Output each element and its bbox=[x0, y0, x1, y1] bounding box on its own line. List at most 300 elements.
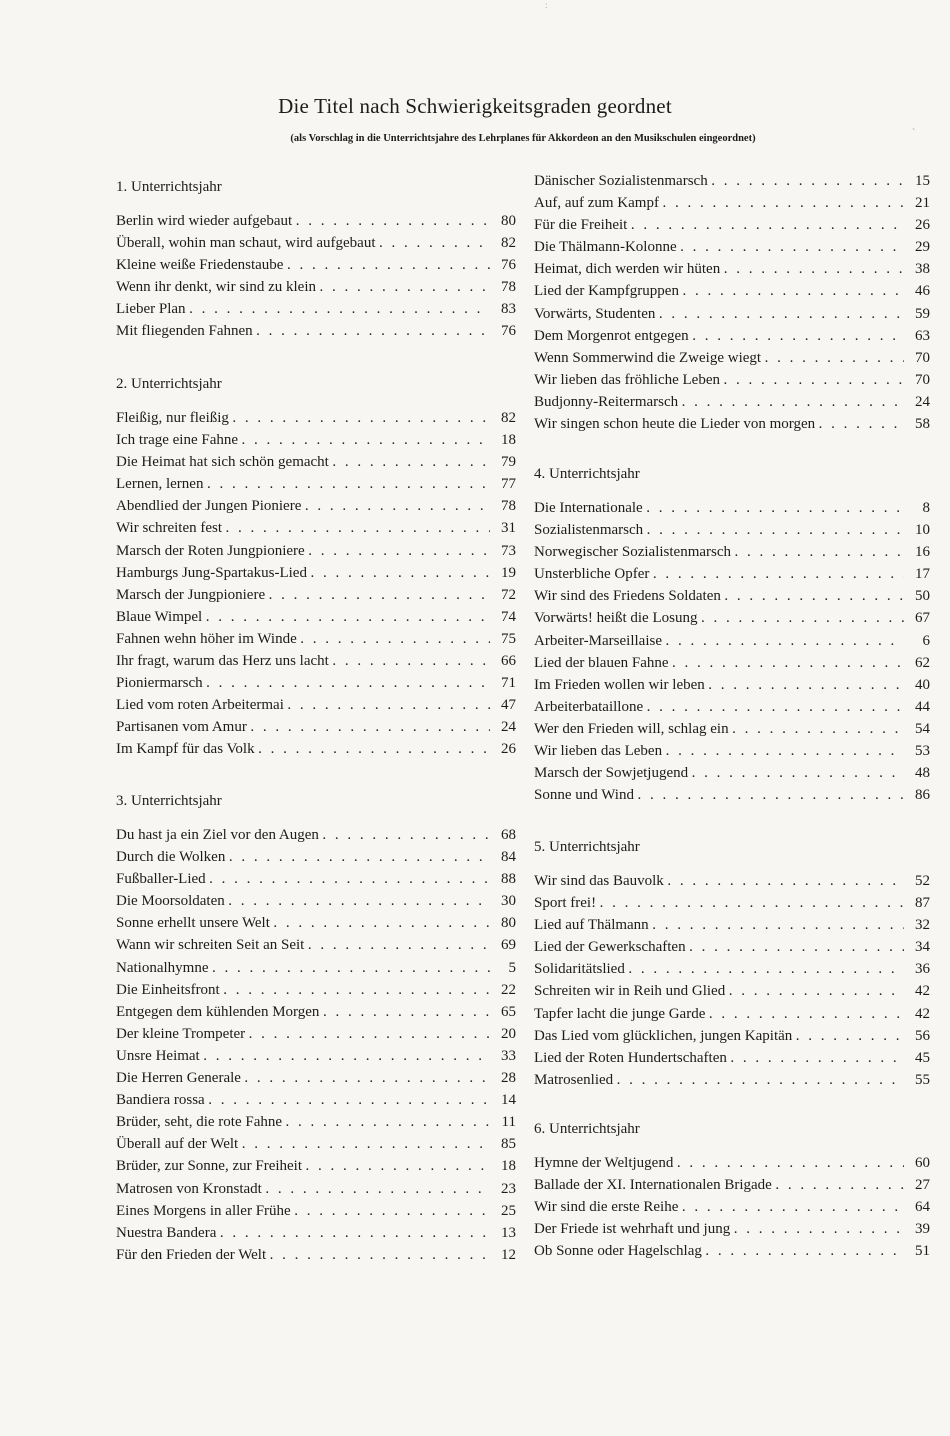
dot-leader bbox=[204, 1046, 490, 1068]
entry-page-number: 70 bbox=[915, 349, 930, 366]
entry-title: Heimat, dich werden wir hüten bbox=[534, 261, 721, 278]
toc-entry[interactable] bbox=[534, 784, 930, 806]
entry-page-number: 12 bbox=[501, 1246, 516, 1263]
entry-page-number: 59 bbox=[915, 305, 930, 322]
toc-entry[interactable] bbox=[116, 276, 516, 298]
dot-leader bbox=[288, 695, 490, 717]
dot-leader bbox=[380, 233, 490, 255]
toc-entry[interactable] bbox=[116, 1023, 516, 1045]
dot-leader bbox=[666, 741, 904, 763]
entry-title: Norwegischer Sozialistenmarsch bbox=[534, 544, 732, 561]
toc-entry[interactable] bbox=[116, 957, 516, 979]
entry-page-number: 34 bbox=[915, 939, 930, 956]
toc-entry[interactable] bbox=[116, 979, 516, 1001]
entry-title: Der kleine Trompeter bbox=[116, 1025, 246, 1042]
entry-page-number: 22 bbox=[501, 981, 516, 998]
toc-entry[interactable] bbox=[534, 630, 930, 652]
section-year-2 bbox=[116, 373, 516, 761]
entry-title: Auf, auf zum Kampf bbox=[534, 195, 659, 212]
entry-page-number: 62 bbox=[915, 654, 930, 671]
dot-leader bbox=[819, 414, 904, 436]
entry-title: Arbeiter-Marseillaise bbox=[534, 632, 662, 649]
entry-page-number: 60 bbox=[915, 1155, 930, 1171]
toc-entry[interactable] bbox=[116, 890, 516, 912]
dot-leader bbox=[249, 1024, 490, 1046]
toc-entry[interactable] bbox=[116, 495, 516, 517]
entry-title: Bandiera rossa bbox=[116, 1092, 205, 1109]
dot-leader bbox=[296, 211, 490, 233]
toc-entry[interactable] bbox=[116, 1089, 516, 1111]
section-year-6 bbox=[534, 1118, 930, 1262]
entry-title: Für die Freiheit bbox=[534, 217, 628, 234]
toc-entry[interactable] bbox=[534, 563, 930, 585]
entry-title: Ich trage eine Fahne bbox=[116, 432, 239, 449]
toc-entry[interactable] bbox=[534, 280, 930, 302]
toc-entry[interactable] bbox=[116, 451, 516, 473]
toc-entry[interactable] bbox=[534, 892, 930, 914]
entry-page-number: 64 bbox=[915, 1199, 930, 1216]
dot-leader bbox=[305, 496, 490, 518]
entry-title: Die Thälmann-Kolonne bbox=[534, 239, 677, 256]
toc-entry[interactable] bbox=[116, 407, 516, 429]
toc-entry[interactable] bbox=[116, 694, 516, 716]
entry-title: Lieber Plan bbox=[116, 301, 186, 318]
toc-entry[interactable] bbox=[116, 540, 516, 562]
toc-entry[interactable] bbox=[534, 1025, 930, 1047]
toc-entry[interactable] bbox=[116, 868, 516, 890]
entry-page-number: 29 bbox=[915, 239, 930, 256]
entry-title: Du hast ja ein Ziel vor den Augen bbox=[116, 827, 319, 843]
toc-entry[interactable] bbox=[534, 497, 930, 519]
dot-leader bbox=[190, 299, 490, 321]
margin-mark: ` bbox=[912, 128, 916, 139]
toc-entry[interactable] bbox=[116, 473, 516, 495]
entry-title: Vorwärts, Studenten bbox=[534, 305, 656, 322]
dot-leader bbox=[712, 171, 904, 193]
entry-title: Der Friede ist wehrhaft und jung bbox=[534, 1221, 731, 1238]
toc-entry[interactable] bbox=[534, 980, 930, 1002]
entry-page-number: 82 bbox=[501, 235, 516, 252]
entry-page-number: 28 bbox=[501, 1070, 516, 1087]
toc-entry[interactable] bbox=[534, 870, 930, 892]
entry-page-number: 33 bbox=[501, 1047, 516, 1064]
toc-entry[interactable] bbox=[534, 1174, 930, 1196]
toc-entry[interactable] bbox=[534, 1047, 930, 1069]
toc-entry[interactable] bbox=[116, 232, 516, 254]
dot-leader bbox=[259, 739, 490, 761]
entry-page-number: 84 bbox=[501, 849, 516, 866]
toc-entry[interactable] bbox=[534, 413, 930, 435]
dot-leader bbox=[725, 586, 904, 608]
dot-leader bbox=[765, 348, 904, 370]
entry-title: Wir lieben das Leben bbox=[534, 743, 663, 760]
entry-page-number: 71 bbox=[501, 675, 516, 692]
toc-entry[interactable] bbox=[534, 1240, 930, 1262]
entry-page-number: 51 bbox=[915, 1243, 930, 1260]
toc-entry[interactable] bbox=[534, 1196, 930, 1218]
entry-page-number: 65 bbox=[501, 1003, 516, 1020]
dot-leader bbox=[229, 847, 490, 869]
dot-leader bbox=[242, 1134, 490, 1156]
dot-leader bbox=[681, 237, 904, 259]
dot-leader bbox=[709, 1004, 904, 1026]
entry-title: Sonne und Wind bbox=[534, 787, 634, 804]
dot-leader bbox=[776, 1175, 904, 1197]
entry-page-number: 70 bbox=[915, 371, 930, 388]
dot-leader bbox=[600, 893, 904, 915]
entry-title: Kleine weiße Friedenstaube bbox=[116, 257, 284, 274]
toc-entry[interactable] bbox=[116, 1067, 516, 1089]
toc-entry[interactable] bbox=[534, 1218, 930, 1240]
entry-page-number: 17 bbox=[915, 566, 930, 583]
entry-title: Partisanen vom Amur bbox=[116, 719, 247, 736]
entry-title: Hymne der Weltjugend bbox=[534, 1155, 674, 1171]
section-heading: 5. Unterrichtsjahr bbox=[534, 839, 640, 855]
entry-title: Hamburgs Jung-Spartakus-Lied bbox=[116, 564, 307, 581]
entry-title: Brüder, zur Sonne, zur Freiheit bbox=[116, 1158, 303, 1175]
toc-entry[interactable] bbox=[534, 347, 930, 369]
toc-entry[interactable] bbox=[116, 650, 516, 672]
entry-page-number: 14 bbox=[501, 1092, 516, 1109]
toc-entry[interactable] bbox=[534, 236, 930, 258]
entry-title: Lernen, lernen bbox=[116, 476, 204, 493]
toc-entry[interactable] bbox=[534, 192, 930, 214]
toc-entry[interactable] bbox=[116, 738, 516, 760]
entry-title: Wir sind die erste Reihe bbox=[534, 1199, 679, 1216]
dot-leader bbox=[207, 474, 490, 496]
entry-page-number: 83 bbox=[501, 301, 516, 318]
toc-entry[interactable] bbox=[534, 1003, 930, 1025]
toc-entry[interactable] bbox=[116, 1178, 516, 1200]
toc-entry[interactable] bbox=[116, 846, 516, 868]
page-title: Die Titel nach Schwierigkeitsgraden geordnet bbox=[278, 94, 672, 118]
dot-leader bbox=[666, 631, 904, 653]
entry-title: Marsch der Sowjetjugend bbox=[534, 765, 689, 782]
entry-page-number: 5 bbox=[508, 959, 516, 976]
scan-mark: : bbox=[545, 0, 548, 10]
entry-title: Matrosenlied bbox=[534, 1071, 614, 1088]
toc-entry[interactable] bbox=[116, 1111, 516, 1133]
toc-entry[interactable] bbox=[534, 1152, 930, 1174]
entry-page-number: 78 bbox=[501, 279, 516, 296]
dot-leader bbox=[682, 392, 904, 414]
entry-title: Arbeiterbataillone bbox=[534, 698, 644, 715]
entry-title: Wir lieben das fröhliche Leben bbox=[534, 371, 720, 388]
entry-page-number: 13 bbox=[501, 1224, 516, 1241]
dot-leader bbox=[659, 304, 904, 326]
entry-title: Wenn ihr denkt, wir sind zu klein bbox=[116, 279, 317, 296]
entry-page-number: 23 bbox=[501, 1180, 516, 1197]
entry-title: Für den Frieden der Welt bbox=[116, 1246, 267, 1263]
toc-entry[interactable] bbox=[534, 519, 930, 541]
entry-page-number: 42 bbox=[915, 983, 930, 1000]
toc-entry[interactable] bbox=[534, 1069, 930, 1091]
entry-page-number: 25 bbox=[501, 1202, 516, 1219]
toc-entry[interactable] bbox=[534, 674, 930, 696]
dot-leader bbox=[306, 1156, 490, 1178]
entry-title: Lied der Kampfgruppen bbox=[534, 283, 679, 300]
dot-leader bbox=[706, 1241, 904, 1263]
dot-leader bbox=[210, 869, 490, 891]
entry-page-number: 39 bbox=[915, 1221, 930, 1238]
entry-title: Lied der blauen Fahne bbox=[534, 654, 669, 671]
dot-leader bbox=[734, 1219, 904, 1241]
toc-entry[interactable] bbox=[116, 672, 516, 694]
entry-page-number: 38 bbox=[915, 261, 930, 278]
section-heading: 1. Unterrichtsjahr bbox=[116, 179, 222, 195]
toc-entry[interactable] bbox=[116, 429, 516, 451]
entry-page-number: 52 bbox=[915, 873, 930, 889]
entry-title: Vorwärts! heißt die Losung bbox=[534, 610, 698, 627]
entry-page-number: 10 bbox=[915, 522, 930, 539]
dot-leader bbox=[653, 564, 904, 586]
entry-title: Lied auf Thälmann bbox=[534, 917, 649, 934]
page-subtitle: (als Vorschlag in die Unterrichtsjahre des Lehrplanes für Akkordeon an den Musikschulen eingeordnet) bbox=[290, 133, 756, 144]
dot-leader bbox=[245, 1068, 490, 1090]
entry-page-number: 32 bbox=[915, 917, 930, 934]
toc-entry[interactable] bbox=[534, 214, 930, 236]
entry-title: Wann wir schreiten Seit an Seit bbox=[116, 937, 305, 954]
section-heading: 2. Unterrichtsjahr bbox=[116, 376, 222, 392]
entry-page-number: 48 bbox=[915, 765, 930, 782]
toc-entry[interactable] bbox=[534, 391, 930, 413]
toc-entry[interactable] bbox=[116, 1045, 516, 1067]
dot-leader bbox=[233, 408, 490, 430]
entry-title: Wer den Frieden will, schlag ein bbox=[534, 720, 729, 737]
toc-entry[interactable] bbox=[116, 584, 516, 606]
dot-leader bbox=[673, 653, 904, 675]
toc-entry[interactable] bbox=[534, 936, 930, 958]
entry-page-number: 26 bbox=[501, 741, 516, 758]
entry-title: Lied vom roten Arbeitermai bbox=[116, 697, 284, 714]
dot-leader bbox=[323, 1002, 490, 1024]
entry-title: Nationalhymne bbox=[116, 959, 209, 976]
entry-page-number: 74 bbox=[501, 608, 516, 625]
entry-page-number: 68 bbox=[501, 827, 516, 843]
dot-leader bbox=[733, 719, 904, 741]
toc-entry[interactable] bbox=[116, 606, 516, 628]
entry-page-number: 19 bbox=[501, 564, 516, 581]
entry-title: Marsch der Jungpioniere bbox=[116, 586, 266, 603]
toc-entry[interactable] bbox=[534, 585, 930, 607]
entry-title: Die Moorsoldaten bbox=[116, 893, 225, 910]
dot-leader bbox=[270, 1245, 490, 1267]
entry-page-number: 76 bbox=[501, 257, 516, 274]
entry-title: Wir sind das Bauvolk bbox=[534, 873, 664, 889]
entry-page-number: 6 bbox=[922, 632, 930, 649]
dot-leader bbox=[242, 430, 490, 452]
entry-page-number: 47 bbox=[501, 697, 516, 714]
dot-leader bbox=[647, 697, 904, 719]
toc-entry[interactable] bbox=[116, 320, 516, 342]
dot-leader bbox=[269, 585, 490, 607]
toc-entry[interactable] bbox=[116, 628, 516, 650]
entry-page-number: 80 bbox=[501, 213, 516, 229]
entry-page-number: 46 bbox=[915, 283, 930, 300]
entry-page-number: 26 bbox=[915, 217, 930, 234]
entry-page-number: 55 bbox=[915, 1071, 930, 1088]
entry-title: Sonne erhellt unsere Welt bbox=[116, 915, 270, 932]
entry-page-number: 53 bbox=[915, 743, 930, 760]
entry-title: Sozialistenmarsch bbox=[534, 522, 644, 539]
section-year-1 bbox=[116, 176, 516, 343]
entry-title: Wir sind des Friedens Soldaten bbox=[534, 588, 721, 605]
entry-page-number: 72 bbox=[501, 586, 516, 603]
dot-leader bbox=[647, 520, 904, 542]
dot-leader bbox=[226, 518, 490, 540]
toc-entry[interactable] bbox=[116, 298, 516, 320]
toc-entry[interactable] bbox=[534, 369, 930, 391]
toc-entry[interactable] bbox=[116, 562, 516, 584]
toc-entry[interactable] bbox=[534, 914, 930, 936]
entry-page-number: 58 bbox=[915, 416, 930, 433]
dot-leader bbox=[320, 277, 490, 299]
entry-title: Nuestra Bandera bbox=[116, 1224, 217, 1241]
entry-title: Ob Sonne oder Hagelschlag bbox=[534, 1243, 702, 1260]
entry-title: Eines Morgens in aller Frühe bbox=[116, 1202, 291, 1219]
toc-entry[interactable] bbox=[116, 254, 516, 276]
section-year-4 bbox=[534, 463, 930, 806]
entry-title: Im Frieden wollen wir leben bbox=[534, 676, 705, 693]
section-heading: 4. Unterrichtsjahr bbox=[534, 466, 640, 482]
dot-leader bbox=[207, 673, 490, 695]
entry-page-number: 50 bbox=[915, 588, 930, 605]
entry-title: Fahnen wehn höher im Winde bbox=[116, 630, 297, 647]
entry-page-number: 24 bbox=[501, 719, 516, 736]
entry-title: Dänischer Sozialistenmarsch bbox=[534, 173, 708, 189]
toc-entry[interactable] bbox=[534, 541, 930, 563]
toc-entry[interactable] bbox=[116, 1155, 516, 1177]
toc-entry[interactable] bbox=[116, 934, 516, 956]
dot-leader bbox=[308, 935, 490, 957]
entry-title: Überall, wohin man schaut, wird aufgebaut bbox=[116, 235, 376, 252]
entry-title: Fleißig, nur fleißig bbox=[116, 410, 229, 426]
entry-page-number: 11 bbox=[501, 1114, 516, 1131]
dot-leader bbox=[224, 980, 490, 1002]
entry-title: Unsre Heimat bbox=[116, 1047, 200, 1064]
dot-leader bbox=[257, 321, 490, 343]
dot-leader bbox=[735, 542, 904, 564]
entry-title: Brüder, seht, die rote Fahne bbox=[116, 1114, 283, 1131]
entry-page-number: 67 bbox=[915, 610, 930, 627]
entry-page-number: 8 bbox=[922, 500, 930, 516]
section-year-3 bbox=[116, 790, 516, 1266]
dot-leader bbox=[301, 629, 490, 651]
section-heading: 6. Unterrichtsjahr bbox=[534, 1121, 640, 1137]
toc-entry[interactable] bbox=[534, 652, 930, 674]
entry-title: Solidaritätslied bbox=[534, 961, 625, 978]
dot-leader bbox=[683, 281, 904, 303]
entry-page-number: 86 bbox=[915, 787, 930, 804]
toc-entry[interactable] bbox=[116, 1200, 516, 1222]
entry-title: Die Heimat hat sich schön gemacht bbox=[116, 454, 329, 471]
dot-leader bbox=[631, 215, 904, 237]
toc-entry[interactable] bbox=[116, 716, 516, 738]
entry-title: Unsterbliche Opfer bbox=[534, 566, 650, 583]
entry-title: Die Internationale bbox=[534, 500, 643, 516]
entry-page-number: 77 bbox=[501, 476, 516, 493]
dot-leader bbox=[682, 1197, 904, 1219]
entry-page-number: 80 bbox=[501, 915, 516, 932]
toc-entry[interactable] bbox=[116, 1244, 516, 1266]
entry-title: Durch die Wolken bbox=[116, 849, 226, 866]
entry-title: Abendlied der Jungen Pioniere bbox=[116, 498, 302, 515]
entry-title: Tapfer lacht die junge Garde bbox=[534, 1005, 706, 1022]
entry-title: Wir schreiten fest bbox=[116, 520, 223, 537]
entry-title: Die Herren Generale bbox=[116, 1070, 241, 1087]
dot-leader bbox=[229, 891, 490, 913]
dot-leader bbox=[796, 1026, 904, 1048]
toc-entry[interactable] bbox=[534, 718, 930, 740]
entry-title: Ihr fragt, warum das Herz uns lacht bbox=[116, 653, 329, 670]
dot-leader bbox=[287, 255, 490, 277]
entry-page-number: 18 bbox=[501, 432, 516, 449]
entry-page-number: 82 bbox=[501, 410, 516, 426]
entry-title: Das Lied vom glücklichen, jungen Kapitän bbox=[534, 1027, 793, 1044]
entry-title: Überall auf der Welt bbox=[116, 1136, 239, 1153]
entry-title: Fußballer-Lied bbox=[116, 871, 206, 888]
entry-title: Mit fliegenden Fahnen bbox=[116, 323, 253, 340]
entry-page-number: 18 bbox=[501, 1158, 516, 1175]
entry-title: Budjonny-Reitermarsch bbox=[534, 393, 679, 410]
toc-entry[interactable] bbox=[534, 740, 930, 762]
toc-entry[interactable] bbox=[116, 824, 516, 846]
dot-leader bbox=[653, 915, 904, 937]
entry-page-number: 44 bbox=[915, 698, 930, 715]
entry-page-number: 36 bbox=[915, 961, 930, 978]
toc-entry[interactable] bbox=[534, 607, 930, 629]
toc-entry[interactable] bbox=[534, 762, 930, 784]
toc-entry[interactable] bbox=[116, 1133, 516, 1155]
toc-entry[interactable] bbox=[116, 210, 516, 232]
entry-page-number: 27 bbox=[915, 1177, 930, 1194]
dot-leader bbox=[701, 608, 904, 630]
entry-title: Sport frei! bbox=[534, 895, 597, 912]
section-year-3-continued bbox=[534, 170, 930, 435]
toc-entry[interactable] bbox=[534, 258, 930, 280]
entry-page-number: 85 bbox=[501, 1136, 516, 1153]
entry-title: Schreiten wir in Reih und Glied bbox=[534, 983, 726, 1000]
dot-leader bbox=[731, 1048, 904, 1070]
entry-title: Matrosen von Kronstadt bbox=[116, 1180, 262, 1197]
entry-page-number: 24 bbox=[915, 393, 930, 410]
toc-entry[interactable] bbox=[116, 912, 516, 934]
entry-title: Wenn Sommerwind die Zweige wiegt bbox=[534, 349, 762, 366]
entry-title: Wir singen schon heute die Lieder von morgen bbox=[534, 416, 816, 433]
entry-page-number: 31 bbox=[501, 520, 516, 537]
toc-entry[interactable] bbox=[534, 958, 930, 980]
toc-entry[interactable] bbox=[534, 170, 930, 192]
toc-entry[interactable] bbox=[116, 1222, 516, 1244]
dot-leader bbox=[677, 1153, 904, 1175]
dot-leader bbox=[638, 785, 904, 807]
dot-leader bbox=[295, 1201, 490, 1223]
toc-entry[interactable] bbox=[116, 1001, 516, 1023]
dot-leader bbox=[709, 675, 904, 697]
entry-page-number: 76 bbox=[501, 323, 516, 340]
entry-page-number: 45 bbox=[915, 1049, 930, 1066]
toc-entry[interactable] bbox=[116, 517, 516, 539]
toc-entry[interactable] bbox=[534, 303, 930, 325]
toc-entry[interactable] bbox=[534, 696, 930, 718]
entry-title: Lied der Roten Hundertschaften bbox=[534, 1049, 727, 1066]
entry-page-number: 54 bbox=[915, 720, 930, 737]
entry-page-number: 16 bbox=[915, 544, 930, 561]
dot-leader bbox=[309, 541, 490, 563]
section-heading: 3. Unterrichtsjahr bbox=[116, 793, 222, 809]
dot-leader bbox=[629, 959, 904, 981]
toc-entry[interactable] bbox=[534, 325, 930, 347]
